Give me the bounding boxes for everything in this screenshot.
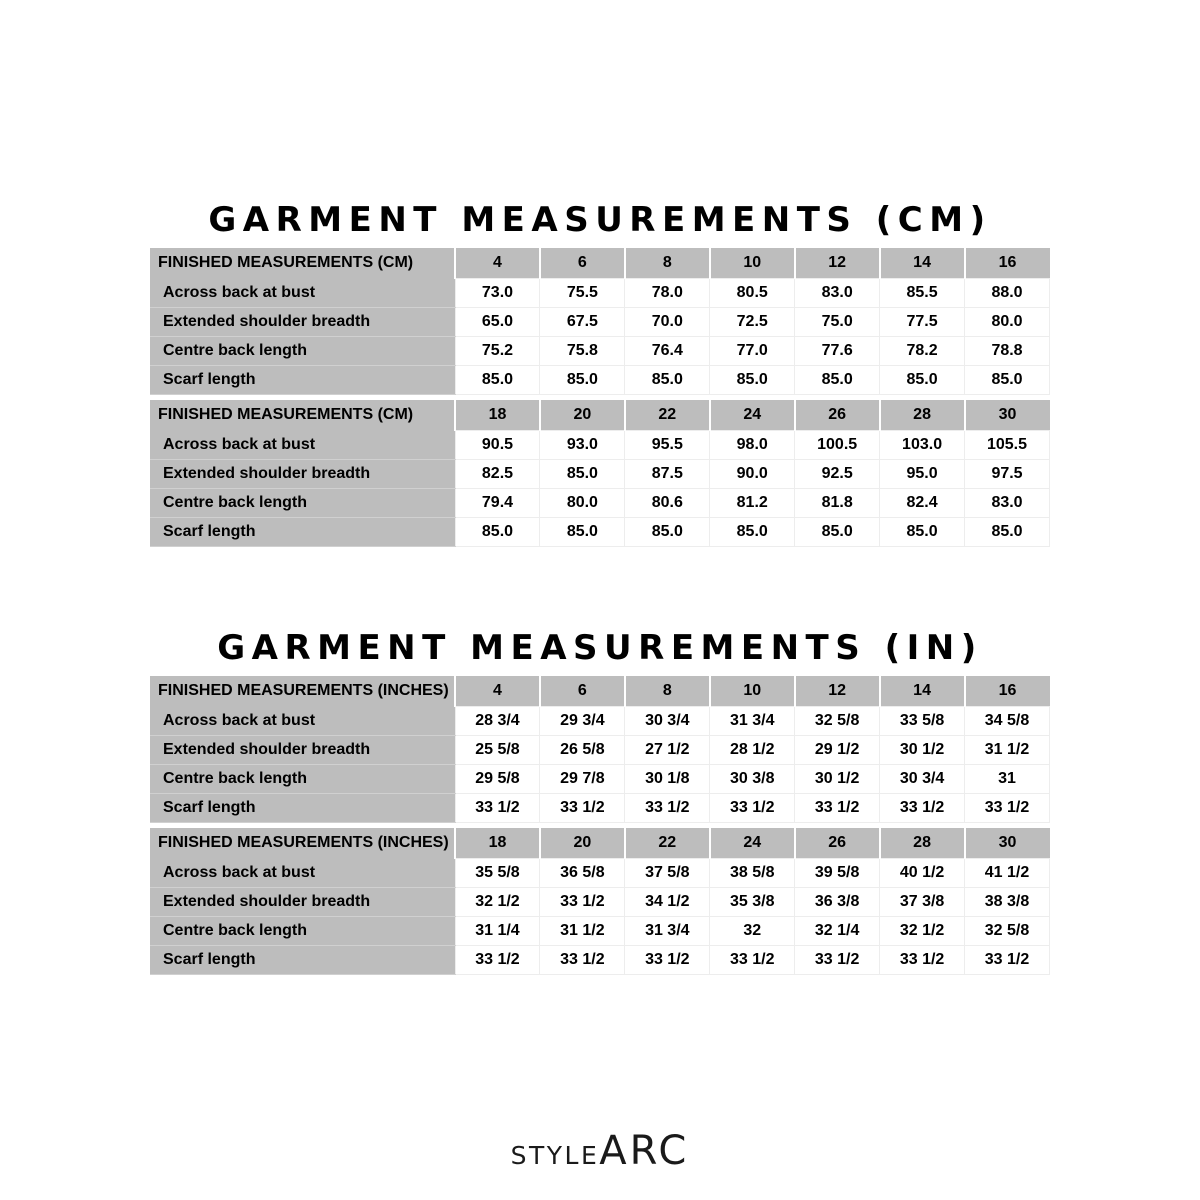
row-label: Across back at bust xyxy=(150,431,455,460)
inches-section-title: GARMENT MEASUREMENTS (IN) xyxy=(217,628,983,668)
value-cell: 30 1/2 xyxy=(795,765,880,794)
header-label: FINISHED MEASUREMENTS (CM) xyxy=(150,400,455,431)
row-label: Centre back length xyxy=(150,917,455,946)
value-cell: 81.2 xyxy=(710,489,795,518)
size-header: 10 xyxy=(710,676,795,707)
value-cell: 100.5 xyxy=(795,431,880,460)
value-cell: 30 3/4 xyxy=(880,765,965,794)
value-cell: 93.0 xyxy=(540,431,625,460)
value-cell: 35 5/8 xyxy=(455,859,540,888)
value-cell: 29 3/4 xyxy=(540,707,625,736)
value-cell: 31 1/4 xyxy=(455,917,540,946)
value-cell: 30 1/8 xyxy=(625,765,710,794)
value-cell: 105.5 xyxy=(965,431,1050,460)
value-cell: 31 xyxy=(965,765,1050,794)
header-label: FINISHED MEASUREMENTS (CM) xyxy=(150,248,455,279)
size-header: 30 xyxy=(965,828,1050,859)
value-cell: 80.5 xyxy=(710,279,795,308)
value-cell: 33 1/2 xyxy=(455,946,540,975)
value-cell: 33 1/2 xyxy=(540,946,625,975)
table-row xyxy=(150,308,1050,337)
value-cell: 29 7/8 xyxy=(540,765,625,794)
value-cell: 40 1/2 xyxy=(880,859,965,888)
table-row xyxy=(150,888,1050,917)
value-cell: 85.0 xyxy=(880,518,965,547)
value-cell: 85.5 xyxy=(880,279,965,308)
value-cell: 85.0 xyxy=(710,366,795,395)
value-cell: 77.5 xyxy=(880,308,965,337)
value-cell: 32 1/2 xyxy=(880,917,965,946)
row-label: Across back at bust xyxy=(150,707,455,736)
value-cell: 80.6 xyxy=(625,489,710,518)
size-header: 18 xyxy=(455,828,540,859)
size-header: 26 xyxy=(795,400,880,431)
value-cell: 33 1/2 xyxy=(965,946,1050,975)
value-cell: 29 5/8 xyxy=(455,765,540,794)
value-cell: 83.0 xyxy=(795,279,880,308)
value-cell: 35 3/8 xyxy=(710,888,795,917)
value-cell: 77.6 xyxy=(795,337,880,366)
value-cell: 27 1/2 xyxy=(625,736,710,765)
size-header: 8 xyxy=(625,248,710,279)
value-cell: 76.4 xyxy=(625,337,710,366)
value-cell: 38 3/8 xyxy=(965,888,1050,917)
value-cell: 25 5/8 xyxy=(455,736,540,765)
value-cell: 88.0 xyxy=(965,279,1050,308)
cm-table-sizes-4-16 xyxy=(150,248,1050,395)
table-row xyxy=(150,489,1050,518)
inches-table-sizes-18-30 xyxy=(150,828,1050,975)
value-cell: 85.0 xyxy=(540,518,625,547)
value-cell: 30 1/2 xyxy=(880,736,965,765)
brand-logo xyxy=(0,1128,1200,1174)
value-cell: 95.0 xyxy=(880,460,965,489)
value-cell: 75.2 xyxy=(455,337,540,366)
value-cell: 73.0 xyxy=(455,279,540,308)
value-cell: 36 3/8 xyxy=(795,888,880,917)
row-label: Across back at bust xyxy=(150,859,455,888)
table-row xyxy=(150,518,1050,547)
value-cell: 28 1/2 xyxy=(710,736,795,765)
value-cell: 103.0 xyxy=(880,431,965,460)
value-cell: 31 1/2 xyxy=(540,917,625,946)
value-cell: 77.0 xyxy=(710,337,795,366)
inches-table-sizes-4-16 xyxy=(150,676,1050,823)
size-header: 6 xyxy=(540,248,625,279)
table-row xyxy=(150,431,1050,460)
value-cell: 33 1/2 xyxy=(880,794,965,823)
value-cell: 32 1/2 xyxy=(455,888,540,917)
value-cell: 75.5 xyxy=(540,279,625,308)
row-label: Centre back length xyxy=(150,337,455,366)
value-cell: 78.0 xyxy=(625,279,710,308)
size-header: 6 xyxy=(540,676,625,707)
value-cell: 85.0 xyxy=(625,518,710,547)
table-row xyxy=(150,736,1050,765)
value-cell: 75.0 xyxy=(795,308,880,337)
size-header: 12 xyxy=(795,248,880,279)
size-header: 8 xyxy=(625,676,710,707)
value-cell: 85.0 xyxy=(540,366,625,395)
value-cell: 37 5/8 xyxy=(625,859,710,888)
value-cell: 82.5 xyxy=(455,460,540,489)
value-cell: 33 1/2 xyxy=(455,794,540,823)
value-cell: 33 1/2 xyxy=(795,794,880,823)
value-cell: 32 xyxy=(710,917,795,946)
value-cell: 33 1/2 xyxy=(625,794,710,823)
size-header: 24 xyxy=(710,828,795,859)
row-label: Centre back length xyxy=(150,765,455,794)
value-cell: 85.0 xyxy=(795,518,880,547)
header-label: FINISHED MEASUREMENTS (INCHES) xyxy=(150,828,455,859)
value-cell: 85.0 xyxy=(540,460,625,489)
row-label: Scarf length xyxy=(150,946,455,975)
row-label: Extended shoulder breadth xyxy=(150,736,455,765)
value-cell: 85.0 xyxy=(625,366,710,395)
size-header: 4 xyxy=(455,676,540,707)
value-cell: 39 5/8 xyxy=(795,859,880,888)
value-cell: 78.8 xyxy=(965,337,1050,366)
value-cell: 32 5/8 xyxy=(965,917,1050,946)
value-cell: 78.2 xyxy=(880,337,965,366)
table-row xyxy=(150,366,1050,395)
table-header-row xyxy=(150,400,1050,431)
size-header: 20 xyxy=(540,400,625,431)
value-cell: 29 1/2 xyxy=(795,736,880,765)
value-cell: 79.4 xyxy=(455,489,540,518)
table-header-row xyxy=(150,248,1050,279)
table-header-row xyxy=(150,676,1050,707)
value-cell: 33 1/2 xyxy=(540,888,625,917)
value-cell: 85.0 xyxy=(710,518,795,547)
cm-section-title: GARMENT MEASUREMENTS (CM) xyxy=(208,200,992,240)
size-header: 22 xyxy=(625,400,710,431)
value-cell: 33 1/2 xyxy=(625,946,710,975)
value-cell: 97.5 xyxy=(965,460,1050,489)
value-cell: 80.0 xyxy=(965,308,1050,337)
value-cell: 92.5 xyxy=(795,460,880,489)
table-row xyxy=(150,279,1050,308)
logo-style-text: STYLE xyxy=(510,1141,600,1170)
value-cell: 83.0 xyxy=(965,489,1050,518)
size-header: 12 xyxy=(795,676,880,707)
value-cell: 85.0 xyxy=(455,518,540,547)
value-cell: 30 3/8 xyxy=(710,765,795,794)
value-cell: 33 1/2 xyxy=(795,946,880,975)
size-header: 16 xyxy=(965,248,1050,279)
value-cell: 30 3/4 xyxy=(625,707,710,736)
value-cell: 36 5/8 xyxy=(540,859,625,888)
value-cell: 33 1/2 xyxy=(965,794,1050,823)
value-cell: 33 1/2 xyxy=(540,794,625,823)
header-label: FINISHED MEASUREMENTS (INCHES) xyxy=(150,676,455,707)
value-cell: 72.5 xyxy=(710,308,795,337)
value-cell: 87.5 xyxy=(625,460,710,489)
size-header: 18 xyxy=(455,400,540,431)
value-cell: 98.0 xyxy=(710,431,795,460)
value-cell: 85.0 xyxy=(965,518,1050,547)
size-header: 26 xyxy=(795,828,880,859)
value-cell: 85.0 xyxy=(880,366,965,395)
cm-table-sizes-18-30 xyxy=(150,400,1050,547)
value-cell: 32 1/4 xyxy=(795,917,880,946)
value-cell: 33 5/8 xyxy=(880,707,965,736)
size-header: 14 xyxy=(880,676,965,707)
value-cell: 31 1/2 xyxy=(965,736,1050,765)
value-cell: 32 5/8 xyxy=(795,707,880,736)
value-cell: 90.0 xyxy=(710,460,795,489)
value-cell: 81.8 xyxy=(795,489,880,518)
value-cell: 34 5/8 xyxy=(965,707,1050,736)
value-cell: 85.0 xyxy=(795,366,880,395)
size-header: 14 xyxy=(880,248,965,279)
value-cell: 31 3/4 xyxy=(710,707,795,736)
value-cell: 75.8 xyxy=(540,337,625,366)
size-header: 4 xyxy=(455,248,540,279)
value-cell: 28 3/4 xyxy=(455,707,540,736)
table-header-row xyxy=(150,828,1050,859)
row-label: Extended shoulder breadth xyxy=(150,308,455,337)
value-cell: 41 1/2 xyxy=(965,859,1050,888)
table-row xyxy=(150,707,1050,736)
value-cell: 90.5 xyxy=(455,431,540,460)
table-row xyxy=(150,460,1050,489)
value-cell: 65.0 xyxy=(455,308,540,337)
table-row xyxy=(150,917,1050,946)
size-header: 28 xyxy=(880,828,965,859)
value-cell: 31 3/4 xyxy=(625,917,710,946)
value-cell: 37 3/8 xyxy=(880,888,965,917)
row-label: Extended shoulder breadth xyxy=(150,460,455,489)
value-cell: 34 1/2 xyxy=(625,888,710,917)
row-label: Extended shoulder breadth xyxy=(150,888,455,917)
size-header: 24 xyxy=(710,400,795,431)
logo-arc-text: ARC xyxy=(599,1128,690,1174)
size-header: 16 xyxy=(965,676,1050,707)
table-row xyxy=(150,859,1050,888)
row-label: Across back at bust xyxy=(150,279,455,308)
value-cell: 33 1/2 xyxy=(880,946,965,975)
row-label: Scarf length xyxy=(150,794,455,823)
value-cell: 82.4 xyxy=(880,489,965,518)
row-label: Centre back length xyxy=(150,489,455,518)
row-label: Scarf length xyxy=(150,518,455,547)
value-cell: 38 5/8 xyxy=(710,859,795,888)
value-cell: 33 1/2 xyxy=(710,946,795,975)
table-row xyxy=(150,794,1050,823)
value-cell: 80.0 xyxy=(540,489,625,518)
size-header: 30 xyxy=(965,400,1050,431)
table-row xyxy=(150,337,1050,366)
table-row xyxy=(150,946,1050,975)
value-cell: 85.0 xyxy=(965,366,1050,395)
size-header: 10 xyxy=(710,248,795,279)
table-row xyxy=(150,765,1050,794)
size-header: 20 xyxy=(540,828,625,859)
value-cell: 33 1/2 xyxy=(710,794,795,823)
row-label: Scarf length xyxy=(150,366,455,395)
value-cell: 26 5/8 xyxy=(540,736,625,765)
value-cell: 70.0 xyxy=(625,308,710,337)
value-cell: 67.5 xyxy=(540,308,625,337)
size-header: 22 xyxy=(625,828,710,859)
value-cell: 85.0 xyxy=(455,366,540,395)
value-cell: 95.5 xyxy=(625,431,710,460)
size-header: 28 xyxy=(880,400,965,431)
